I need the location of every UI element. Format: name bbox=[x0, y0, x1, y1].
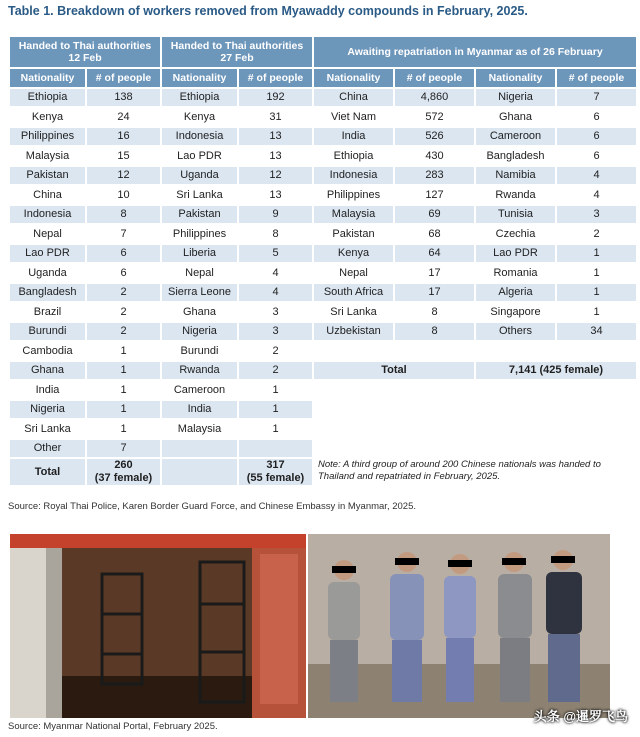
table-row bbox=[10, 128, 636, 146]
people-cell: 526 bbox=[395, 128, 474, 146]
people-cell: 1 bbox=[239, 401, 312, 419]
nationality-cell: Malaysia bbox=[10, 147, 85, 165]
nationality-cell: Rwanda bbox=[162, 362, 237, 380]
people-cell: 7 bbox=[557, 89, 636, 107]
people-cell: 6 bbox=[557, 108, 636, 126]
awaiting-total-value: 7,141 (425 female) bbox=[476, 362, 636, 380]
people-cell: 8 bbox=[395, 303, 474, 321]
nationality-cell: Ghana bbox=[10, 362, 85, 380]
nationality-cell: Ghana bbox=[476, 108, 555, 126]
people-cell: 430 bbox=[395, 147, 474, 165]
people-cell: 69 bbox=[395, 206, 474, 224]
nationality-cell: Philippines bbox=[10, 128, 85, 146]
people-cell: 31 bbox=[239, 108, 312, 126]
nationality-cell: Singapore bbox=[476, 303, 555, 321]
empty-cell bbox=[476, 342, 555, 360]
people-cell: 7 bbox=[87, 225, 160, 243]
people-cell: 17 bbox=[395, 264, 474, 282]
people-cell: 6 bbox=[87, 264, 160, 282]
people-cell: 64 bbox=[395, 245, 474, 263]
table-row bbox=[10, 342, 636, 360]
nationality-cell: Other bbox=[10, 440, 85, 458]
empty-cell bbox=[239, 440, 312, 458]
nationality-cell: Czechia bbox=[476, 225, 555, 243]
nationality-cell: Indonesia bbox=[314, 167, 393, 185]
people-cell: 3 bbox=[239, 323, 312, 341]
col-header-nationality: Nationality bbox=[162, 69, 237, 87]
nationality-cell: Pakistan bbox=[162, 206, 237, 224]
people-cell: 1 bbox=[87, 420, 160, 438]
nationality-cell: Pakistan bbox=[10, 167, 85, 185]
people-cell: 1 bbox=[239, 420, 312, 438]
people-cell: 34 bbox=[557, 323, 636, 341]
nationality-cell: Bangladesh bbox=[10, 284, 85, 302]
nationality-cell: Pakistan bbox=[314, 225, 393, 243]
people-cell: 2 bbox=[239, 362, 312, 380]
table-row bbox=[10, 147, 636, 165]
empty-cell bbox=[162, 459, 237, 485]
nationality-cell: Malaysia bbox=[162, 420, 237, 438]
nationality-cell: Lao PDR bbox=[162, 147, 237, 165]
nationality-cell: Ethiopia bbox=[10, 89, 85, 107]
nationality-cell: Uzbekistan bbox=[314, 323, 393, 341]
nationality-cell: Nepal bbox=[162, 264, 237, 282]
nationality-cell: Indonesia bbox=[162, 128, 237, 146]
people-cell: 1 bbox=[557, 284, 636, 302]
people-cell: 1 bbox=[87, 342, 160, 360]
total-count: 317 bbox=[266, 459, 285, 471]
nationality-cell: Rwanda bbox=[476, 186, 555, 204]
table-row bbox=[10, 264, 636, 282]
people-cell: 6 bbox=[87, 245, 160, 263]
table-row bbox=[10, 225, 636, 243]
awaiting-total-label: Total bbox=[314, 362, 474, 380]
total-value-12-feb bbox=[87, 459, 160, 485]
people-cell: 13 bbox=[239, 186, 312, 204]
people-cell: 4 bbox=[239, 264, 312, 282]
nationality-cell: Others bbox=[476, 323, 555, 341]
nationality-cell: Malaysia bbox=[314, 206, 393, 224]
people-cell: 4 bbox=[557, 186, 636, 204]
table-row bbox=[10, 303, 636, 321]
nationality-cell: Sri Lanka bbox=[162, 186, 237, 204]
people-cell: 13 bbox=[239, 128, 312, 146]
nationality-cell: Uganda bbox=[10, 264, 85, 282]
nationality-cell: South Africa bbox=[314, 284, 393, 302]
table-source: Source: Royal Thai Police, Karen Border Guard Force, and Chinese Embassy in Myanmar, 2025. bbox=[8, 501, 416, 512]
people-cell: 24 bbox=[87, 108, 160, 126]
people-cell: 6 bbox=[557, 128, 636, 146]
workers-table bbox=[8, 35, 638, 487]
table-row bbox=[10, 459, 636, 485]
nationality-cell: Nigeria bbox=[10, 401, 85, 419]
people-cell: 16 bbox=[87, 128, 160, 146]
table-body bbox=[10, 89, 636, 486]
col-header-nationality: Nationality bbox=[476, 69, 555, 87]
people-cell: 10 bbox=[87, 186, 160, 204]
people-cell: 17 bbox=[395, 284, 474, 302]
table-row bbox=[10, 167, 636, 185]
nationality-cell: Philippines bbox=[314, 186, 393, 204]
nationality-cell: China bbox=[10, 186, 85, 204]
nationality-cell: Viet Nam bbox=[314, 108, 393, 126]
people-cell: 15 bbox=[87, 147, 160, 165]
nationality-cell: Burundi bbox=[10, 323, 85, 341]
people-cell: 2 bbox=[239, 342, 312, 360]
nationality-cell: Sri Lanka bbox=[314, 303, 393, 321]
people-cell: 127 bbox=[395, 186, 474, 204]
nationality-cell: Lao PDR bbox=[476, 245, 555, 263]
people-cell: 4 bbox=[557, 167, 636, 185]
nationality-cell: Sri Lanka bbox=[10, 420, 85, 438]
nationality-cell: Burundi bbox=[162, 342, 237, 360]
people-cell: 1 bbox=[87, 401, 160, 419]
table-title: Table 1. Breakdown of workers removed from Myawaddy compounds in February, 2025. bbox=[8, 4, 528, 18]
people-cell: 3 bbox=[557, 206, 636, 224]
people-cell: 1 bbox=[87, 362, 160, 380]
people-cell: 4,860 bbox=[395, 89, 474, 107]
nationality-cell: Bangladesh bbox=[476, 147, 555, 165]
people-cell: 138 bbox=[87, 89, 160, 107]
col-header-people: # of people bbox=[395, 69, 474, 87]
group-header-27-feb: Handed to Thai authorities 27 Feb bbox=[162, 37, 312, 67]
blank-area bbox=[314, 381, 636, 457]
nationality-cell: Nigeria bbox=[162, 323, 237, 341]
empty-cell bbox=[395, 342, 474, 360]
dormitory-photo bbox=[10, 534, 306, 718]
nationality-cell: Cambodia bbox=[10, 342, 85, 360]
nationality-cell: Brazil bbox=[10, 303, 85, 321]
empty-cell bbox=[314, 342, 393, 360]
nationality-cell: China bbox=[314, 89, 393, 107]
col-header-nationality: Nationality bbox=[10, 69, 85, 87]
table-row bbox=[10, 284, 636, 302]
people-cell: 1 bbox=[557, 264, 636, 282]
total-female: (37 female) bbox=[94, 472, 153, 484]
nationality-cell: Ghana bbox=[162, 303, 237, 321]
nationality-cell: Philippines bbox=[162, 225, 237, 243]
nationality-cell: Ethiopia bbox=[314, 147, 393, 165]
people-cell: 572 bbox=[395, 108, 474, 126]
people-cell: 192 bbox=[239, 89, 312, 107]
people-cell: 1 bbox=[87, 381, 160, 399]
nationality-cell: Indonesia bbox=[10, 206, 85, 224]
empty-cell bbox=[162, 440, 237, 458]
table-row bbox=[10, 323, 636, 341]
people-cell: 6 bbox=[557, 147, 636, 165]
watermark: 头条 @暹罗飞鸟 bbox=[533, 709, 628, 724]
total-label-12-feb: Total bbox=[10, 459, 85, 485]
people-cell: 8 bbox=[239, 225, 312, 243]
table-row bbox=[10, 89, 636, 107]
col-header-nationality: Nationality bbox=[314, 69, 393, 87]
people-cell: 2 bbox=[87, 284, 160, 302]
nationality-cell: Cameroon bbox=[476, 128, 555, 146]
col-header-people: # of people bbox=[239, 69, 312, 87]
people-cell: 12 bbox=[239, 167, 312, 185]
people-cell: 9 bbox=[239, 206, 312, 224]
nationality-cell: India bbox=[314, 128, 393, 146]
people-cell: 8 bbox=[395, 323, 474, 341]
people-cell: 12 bbox=[87, 167, 160, 185]
nationality-cell: Algeria bbox=[476, 284, 555, 302]
nationality-cell: Nepal bbox=[314, 264, 393, 282]
nationality-cell: Tunisia bbox=[476, 206, 555, 224]
people-cell: 283 bbox=[395, 167, 474, 185]
table-row bbox=[10, 381, 636, 399]
nationality-cell: Liberia bbox=[162, 245, 237, 263]
nationality-cell: Kenya bbox=[314, 245, 393, 263]
nationality-cell: Sierra Leone bbox=[162, 284, 237, 302]
table-row bbox=[10, 108, 636, 126]
nationality-cell: Ethiopia bbox=[162, 89, 237, 107]
nationality-cell: Romania bbox=[476, 264, 555, 282]
nationality-cell: Kenya bbox=[10, 108, 85, 126]
total-female: (55 female) bbox=[246, 472, 305, 484]
col-header-people: # of people bbox=[87, 69, 160, 87]
people-cell: 2 bbox=[557, 225, 636, 243]
people-cell: 1 bbox=[239, 381, 312, 399]
people-cell: 3 bbox=[239, 303, 312, 321]
people-cell: 8 bbox=[87, 206, 160, 224]
photos-source: Source: Myanmar National Portal, February 2025. bbox=[8, 721, 218, 732]
col-header-people: # of people bbox=[557, 69, 636, 87]
people-cell: 4 bbox=[239, 284, 312, 302]
table-row bbox=[10, 362, 636, 380]
table-row bbox=[10, 186, 636, 204]
group-header-12-feb: Handed to Thai authorities 12 Feb bbox=[10, 37, 160, 67]
nationality-cell: Cameroon bbox=[162, 381, 237, 399]
nationality-cell: India bbox=[162, 401, 237, 419]
people-cell: 2 bbox=[87, 303, 160, 321]
total-value-27-feb bbox=[239, 459, 312, 485]
people-cell: 5 bbox=[239, 245, 312, 263]
people-cell: 7 bbox=[87, 440, 160, 458]
people-cell: 1 bbox=[557, 303, 636, 321]
nationality-cell: Uganda bbox=[162, 167, 237, 185]
total-count: 260 bbox=[114, 459, 133, 471]
table-row bbox=[10, 206, 636, 224]
people-cell: 13 bbox=[239, 147, 312, 165]
nationality-cell: India bbox=[10, 381, 85, 399]
group-header-awaiting: Awaiting repatriation in Myanmar as of 26 February bbox=[314, 37, 636, 67]
people-cell: 2 bbox=[87, 323, 160, 341]
empty-cell bbox=[557, 342, 636, 360]
table-note: Note: A third group of around 200 Chinese nationals was handed to Thailand and repatriated in February, 2025. bbox=[314, 459, 636, 485]
nationality-cell: Kenya bbox=[162, 108, 237, 126]
workers-group-photo bbox=[308, 534, 610, 718]
nationality-cell: Nepal bbox=[10, 225, 85, 243]
table-row bbox=[10, 245, 636, 263]
people-cell: 1 bbox=[557, 245, 636, 263]
nationality-cell: Lao PDR bbox=[10, 245, 85, 263]
nationality-cell: Namibia bbox=[476, 167, 555, 185]
nationality-cell: Nigeria bbox=[476, 89, 555, 107]
people-cell: 68 bbox=[395, 225, 474, 243]
